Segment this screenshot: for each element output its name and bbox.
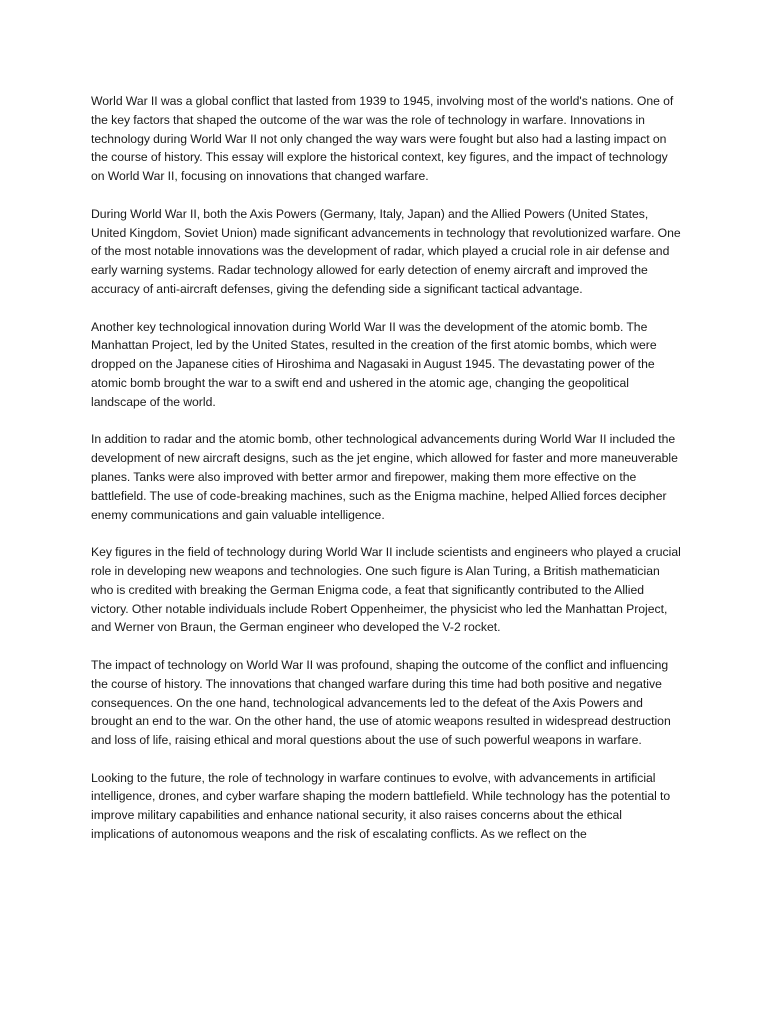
paragraph-impact: The impact of technology on World War II was profound, shaping the outcome of the conflict and influencing the course of history. The innovations that changed warfare during this time had both positive and negative consequences. On the one hand, technological advancements led to the defeat of the Axis Powers and brought an end to the war. On the other hand, the use of atomic weapons resulted in widespread destruction and loss of life, raising ethical and moral questions about the use of such powerful weapons in warfare.: [91, 657, 671, 748]
paragraph-other-advancements: In addition to radar and the atomic bomb, other technological advancements during World War II included the development of new aircraft designs, such as the jet engine, which allowed for faster and more maneuverable planes. Tanks were also improved with better armor and firepower, making them more effective on the battlefield. The use of code-breaking machines, such as the Enigma machine, helped Allied forces decipher enemy communications and gain valuable intelligence.: [91, 432, 678, 522]
paragraph-introduction: World War II was a global conflict that lasted from 1939 to 1945, involving most of the world's nations. One of the key factors that shaped the outcome of the war was the role of technology in warfare. Innovations in technology during World War II not only changed the way wars were fought but also had a lasting impact on the course of history. This essay will explore the historical context, key figures, and the impact of technology on World War II, focusing on innovations that changed warfare.: [91, 94, 674, 184]
paragraph-future: Looking to the future, the role of technology in warfare continues to evolve, with advancements in artificial intelligence, drones, and cyber warfare shaping the modern battlefield. While technology has the potential to improve military capabilities and enhance national security, it also raises concerns about the ethical implications of autonomous weapons and the risk of escalating conflicts. As we reflect on the: [91, 770, 671, 842]
paragraph-radar: During World War II, both the Axis Powers (Germany, Italy, Japan) and the Allied Powers (United States, United Kingdom, Soviet Union) made significant advancements in technology that revolutionized warfare. One of the most notable innovations was the development of radar, which played a crucial role in air defense and early warning systems. Radar technology allowed for early detection of enemy aircraft and improved the accuracy of anti-aircraft defenses, giving the defending side a significant tactical advantage.: [91, 206, 681, 296]
paragraph-key-figures: Key figures in the field of technology during World War II include scientists and engineers who played a crucial role in developing new weapons and technologies. One such figure is Alan Turing, a British mathematician who is credited with breaking the German Enigma code, a feat that significantly contributed to the Allied victory. Other notable individuals include Robert Oppenheimer, the physicist who led the Manhattan Project, and Werner von Braun, the German engineer who developed the V-2 rocket.: [91, 545, 681, 635]
paragraph-atomic-bomb: Another key technological innovation during World War II was the development of the atomic bomb. The Manhattan Project, led by the United States, resulted in the creation of the first atomic bombs, which were dropped on the Japanese cities of Hiroshima and Nagasaki in August 1945. The devastating power of the atomic bomb brought the war to a swift end and ushered in the atomic age, changing the geopolitical landscape of the world.: [91, 319, 657, 409]
essay-body: [91, 92, 683, 863]
